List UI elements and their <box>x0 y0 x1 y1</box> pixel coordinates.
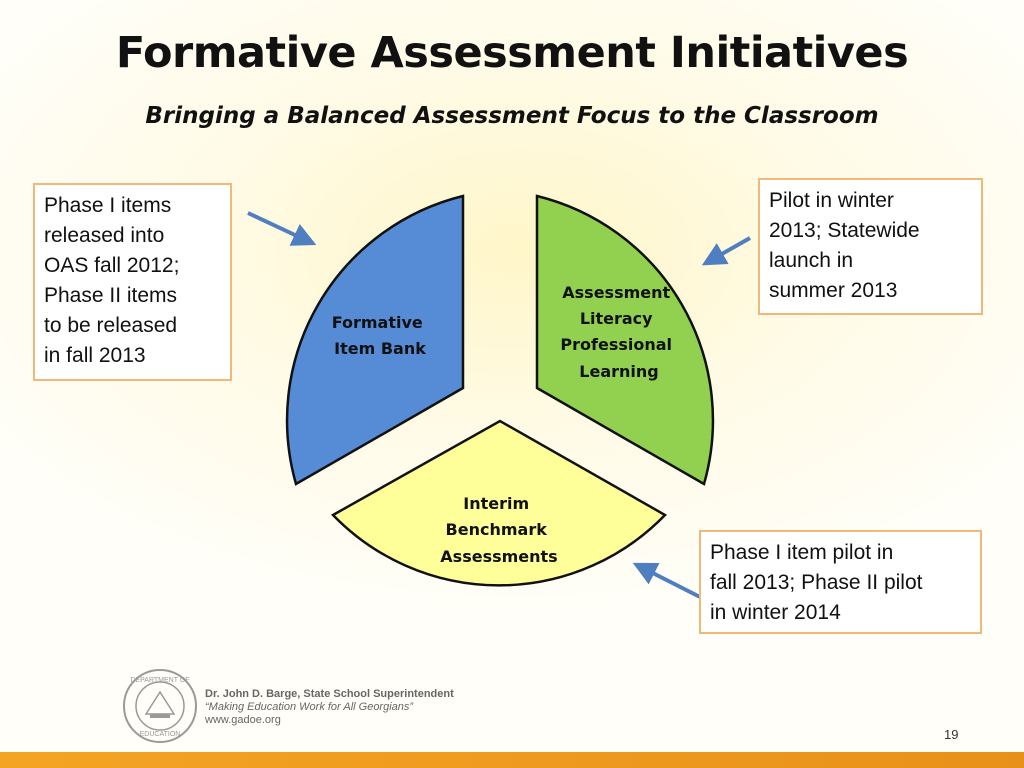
footer-motto: “Making Education Work for All Georgians” <box>205 701 414 713</box>
footer-url[interactable]: www.gadoe.org <box>205 714 281 726</box>
note-interim-benchmark: Phase I item pilot in fall 2013; Phase II pilot in winter 2014 <box>699 530 982 634</box>
seal-text-top: DEPARTMENT OF <box>130 677 190 684</box>
arrow-left-note-icon <box>248 213 312 243</box>
arrow-bottom-note-icon <box>637 565 700 597</box>
seal-text-bottom: EDUCATION <box>139 731 181 738</box>
department-seal-icon <box>122 668 198 744</box>
slide-title: Formative Assessment Initiatives <box>115 28 909 78</box>
footer-accent-bar <box>0 752 1024 768</box>
footer-superintendent: Dr. John D. Barge, State School Superintendent <box>205 688 454 700</box>
footer-info <box>205 688 454 727</box>
slide-subtitle: Bringing a Balanced Assessment Focus to the Classroom <box>145 103 879 129</box>
arrow-right-note-icon <box>706 238 750 263</box>
segment-label-interim-benchmark: Interim Benchmark Assessments <box>440 494 558 566</box>
note-assessment-literacy: Pilot in winter 2013; Statewide launch in summer 2013 <box>758 178 983 315</box>
note-formative-item-bank: Phase I items released into OAS fall 2012; Phase II items to be released in fall 2013 <box>33 183 232 381</box>
segment-label-assessment-literacy: Assessment Literacy Professional Learning <box>560 283 673 381</box>
segment-label-formative: Formative Item Bank <box>331 313 426 358</box>
page-number: 19 <box>944 727 959 742</box>
